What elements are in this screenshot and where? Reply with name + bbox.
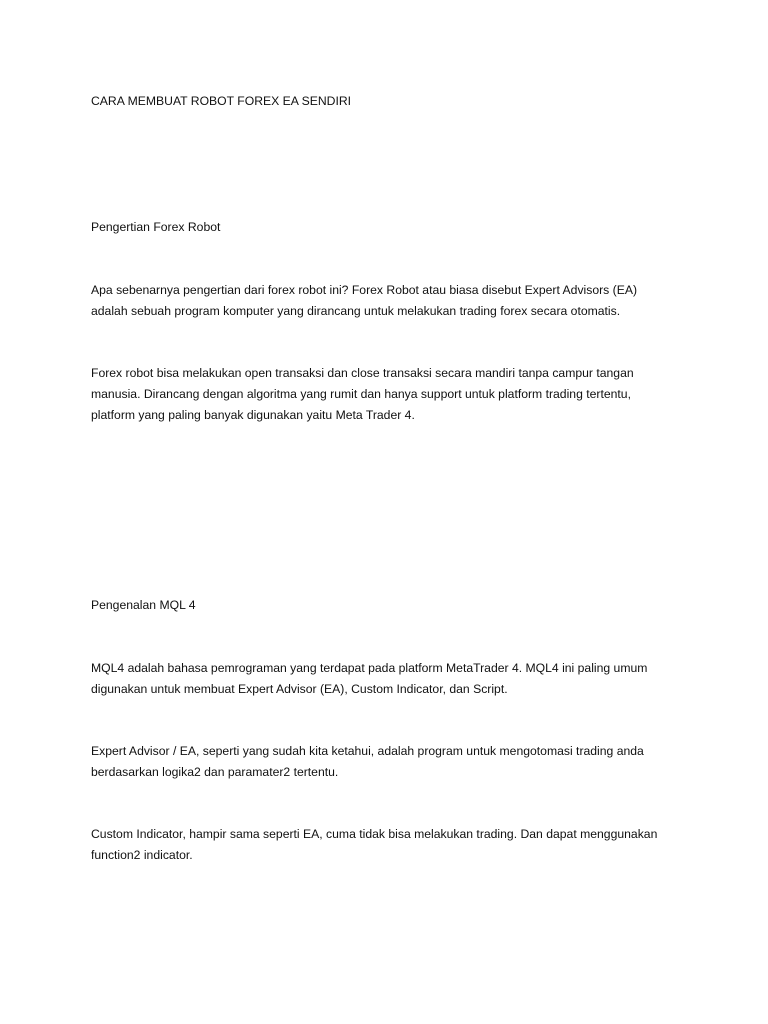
paragraph-line: MQL4 adalah bahasa pemrograman yang terdapat pada platform MetaTrader 4. MQL4 ini paling umum bbox=[91, 661, 648, 675]
paragraph-line: function2 indicator. bbox=[91, 848, 193, 862]
paragraph-line: berdasarkan logika2 dan paramater2 tertentu. bbox=[91, 765, 339, 779]
section-heading-mql4: Pengenalan MQL 4 bbox=[91, 598, 196, 612]
paragraph-line: Custom Indicator, hampir sama seperti EA, cuma tidak bisa melakukan trading. Dan dapat menggunakan bbox=[91, 827, 658, 841]
paragraph-line: digunakan untuk membuat Expert Advisor (EA), Custom Indicator, dan Script. bbox=[91, 682, 508, 696]
paragraph-line: adalah sebuah program komputer yang dirancang untuk melakukan trading forex secara otomatis. bbox=[91, 304, 621, 318]
paragraph-line: platform yang paling banyak digunakan yaitu Meta Trader 4. bbox=[91, 408, 415, 422]
paragraph-line: manusia. Dirancang dengan algoritma yang rumit dan hanya support untuk platform trading tertentu, bbox=[91, 387, 631, 401]
paragraph-line: Apa sebenarnya pengertian dari forex robot ini? Forex Robot atau biasa disebut Expert Advisors (EA) bbox=[91, 283, 638, 297]
section-heading-forex-robot: Pengertian Forex Robot bbox=[91, 220, 221, 234]
document-title: CARA MEMBUAT ROBOT FOREX EA SENDIRI bbox=[91, 94, 352, 108]
paragraph-line: Expert Advisor / EA, seperti yang sudah kita ketahui, adalah program untuk mengotomasi trading anda bbox=[91, 744, 644, 758]
paragraph-line: Forex robot bisa melakukan open transaksi dan close transaksi secara mandiri tanpa campur tangan bbox=[91, 366, 634, 380]
